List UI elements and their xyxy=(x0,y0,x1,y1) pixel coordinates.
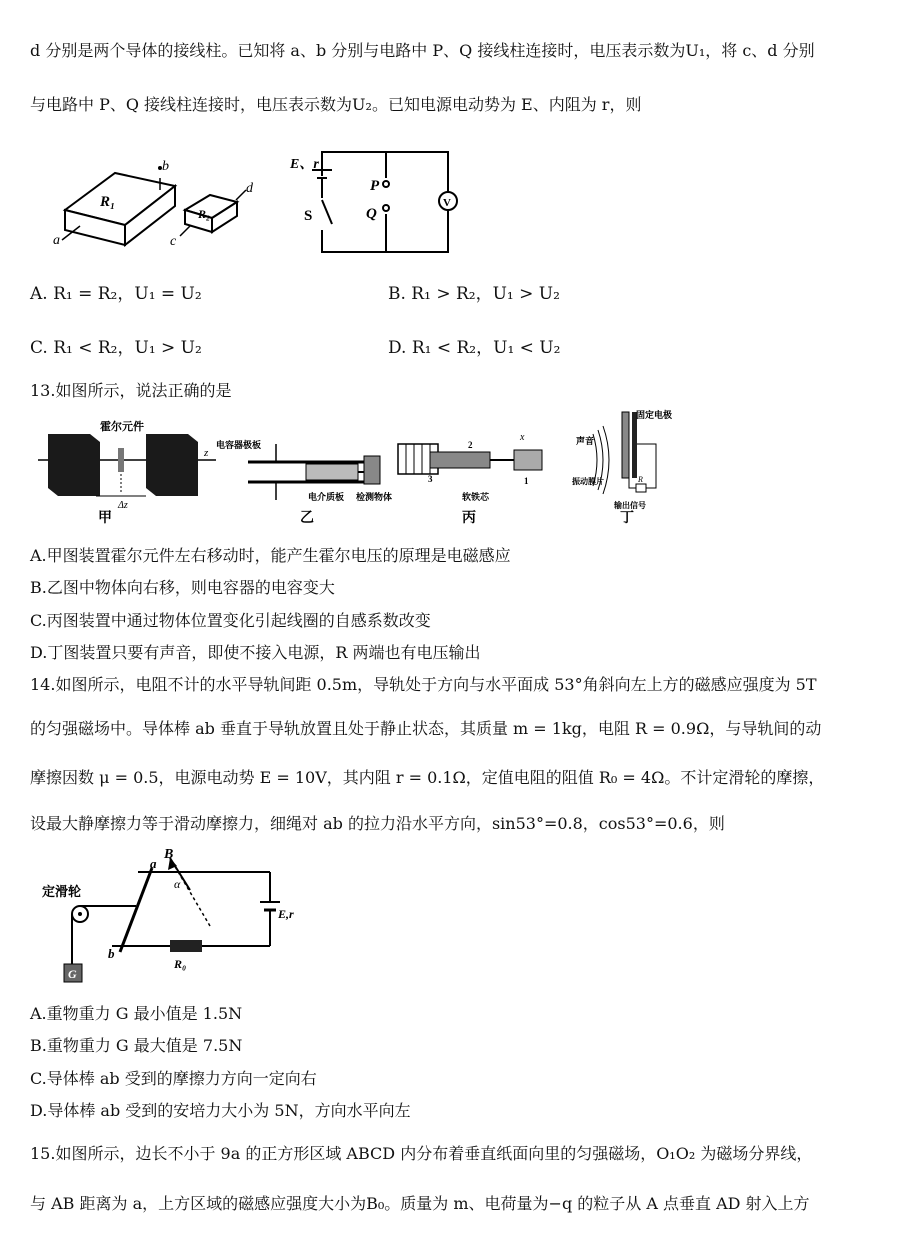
q13-option-a[interactable]: A.甲图装置霍尔元件左右移动时，能产生霍尔电压的原理是电磁感应 xyxy=(30,546,511,565)
q14-text-line-2: 的匀强磁场中。导体棒 ab 垂直于导轨放置且处于静止状态，其质量 m = 1kg，电阻 R = 0.9Ω，与导轨间的动 xyxy=(30,719,822,738)
svg-text:软铁芯: 软铁芯 xyxy=(462,492,490,502)
q14-option-a[interactable]: A.重物重力 G 最小值是 1.5N xyxy=(30,1004,243,1023)
q12-option-d[interactable]: D. R₁ < R₂，U₁ < U₂ xyxy=(388,338,561,358)
q13-option-d[interactable]: D.丁图装置只要有声音，即使不接入电源，R 两端也有电压输出 xyxy=(30,643,481,662)
svg-text:G: G xyxy=(68,967,77,981)
q13-stem: 13.如图所示，说法正确的是 xyxy=(30,381,232,400)
q14-text-line-1: 14.如图所示，电阻不计的水平导轨间距 0.5m，导轨处于方向与水平面成 53°角斜向左上方的磁感应强度为 5T xyxy=(30,675,817,694)
resistor-r0 xyxy=(170,940,202,952)
q12-circuit xyxy=(312,152,457,252)
inductive-sensor-diagram xyxy=(398,432,542,524)
pulley-label: 定滑轮 xyxy=(42,884,82,899)
voltmeter-label: V xyxy=(443,197,451,209)
r1-label: R₁ xyxy=(100,194,116,210)
svg-text:输出信号: 输出信号 xyxy=(614,501,646,510)
svg-text:检测物体: 检测物体 xyxy=(356,492,393,502)
svg-text:2: 2 xyxy=(468,440,473,450)
q13-option-c[interactable]: C.丙图装置中通过物体位置变化引起线圈的自感系数改变 xyxy=(30,611,431,630)
svg-text:R₀: R₀ xyxy=(174,957,187,971)
hall-sensor-diagram xyxy=(38,419,216,524)
r2-label: R₂ xyxy=(198,207,211,221)
svg-text:B: B xyxy=(164,847,174,862)
q12-text-line-2: 与电路中 P、Q 接线柱连接时，电压表示数为U₂。已知电源电动势为 E、内阻为 r，则 xyxy=(30,95,642,114)
caption-ding: 丁 xyxy=(620,511,634,524)
q14-option-c[interactable]: C.导体棒 ab 受到的摩擦力方向一定向右 xyxy=(30,1069,317,1088)
svg-text:Δz: Δz xyxy=(118,500,128,511)
conductor-r2 xyxy=(170,181,254,249)
capacitor-sensor-diagram xyxy=(216,439,392,524)
q14-text-line-3: 摩擦因数 μ = 0.5，电源电动势 E = 10V，其内阻 r = 0.1Ω，定值电阻的阻值 R₀ = 4Ω。不计定滑轮的摩擦， xyxy=(30,768,825,787)
q13-option-b[interactable]: B.乙图中物体向右移，则电容器的电容变大 xyxy=(30,578,335,597)
q12-option-c[interactable]: C. R₁ < R₂，U₁ > U₂ xyxy=(30,338,202,358)
svg-text:电容器极板: 电容器极板 xyxy=(216,440,262,450)
q12-figure xyxy=(40,148,470,258)
q12-option-b[interactable]: B. R₁ > R₂，U₁ > U₂ xyxy=(388,284,560,304)
r2-terminal-c: c xyxy=(170,234,177,249)
svg-text:x: x xyxy=(520,432,525,443)
svg-text:R: R xyxy=(638,475,643,484)
hall-element-label: 霍尔元件 xyxy=(100,421,144,433)
caption-bing: 丙 xyxy=(462,511,476,524)
q12-option-a[interactable]: A. R₁ = R₂，U₁ = U₂ xyxy=(30,284,202,304)
svg-text:电介质板: 电介质板 xyxy=(308,492,345,502)
conductor-r1 xyxy=(53,159,175,248)
r1-terminal-b: b xyxy=(162,159,169,174)
q14-figure xyxy=(40,846,310,994)
svg-text:1: 1 xyxy=(524,476,529,486)
switch-label: S xyxy=(304,208,313,224)
svg-text:b: b xyxy=(108,946,115,961)
source-label: E、r xyxy=(290,157,319,172)
svg-text:z: z xyxy=(204,447,209,459)
terminal-q-label: Q xyxy=(366,206,377,222)
q14-option-b[interactable]: B.重物重力 G 最大值是 7.5N xyxy=(30,1036,243,1055)
r1-terminal-a: a xyxy=(53,233,60,248)
terminal-p-label: P xyxy=(370,178,380,194)
q15-text-line-2: 与 AB 距离为 a，上方区域的磁感应强度大小为B₀。质量为 m、电荷量为−q 的粒子从 A 点垂直 AD 射入上方 xyxy=(30,1194,810,1213)
q12-text-line-1: d 分别是两个导体的接线柱。已知将 a、b 分别与电路中 P、Q 接线柱连接时，电压表示数为U₁，将 c、d 分别 xyxy=(30,41,815,60)
svg-text:声音: 声音 xyxy=(576,436,595,446)
svg-text:3: 3 xyxy=(428,474,433,484)
svg-text:a: a xyxy=(150,856,157,871)
r2-terminal-d: d xyxy=(246,181,253,196)
q14-text-line-4: 设最大静摩擦力等于滑动摩擦力，细绳对 ab 的拉力沿水平方向，sin53°=0.8，cos53°=0.6，则 xyxy=(30,814,725,833)
svg-text:α: α xyxy=(174,877,181,891)
caption-yi: 乙 xyxy=(300,511,314,524)
q14-option-d[interactable]: D.导体棒 ab 受到的安培力大小为 5N，方向水平向左 xyxy=(30,1101,411,1120)
q15-text-line-1: 15.如图所示，边长不小于 9a 的正方形区域 ABCD 内分布着垂直纸面向里的匀强磁场，O₁O₂ 为磁场分界线， xyxy=(30,1144,813,1163)
conductor-ab xyxy=(120,868,152,952)
svg-text:E,r: E,r xyxy=(278,907,294,921)
svg-text:振动膜片: 振动膜片 xyxy=(572,477,604,486)
q13-figure xyxy=(38,404,678,524)
microphone-diagram xyxy=(571,409,672,524)
caption-jia: 甲 xyxy=(98,511,112,524)
svg-text:固定电极: 固定电极 xyxy=(636,410,673,420)
